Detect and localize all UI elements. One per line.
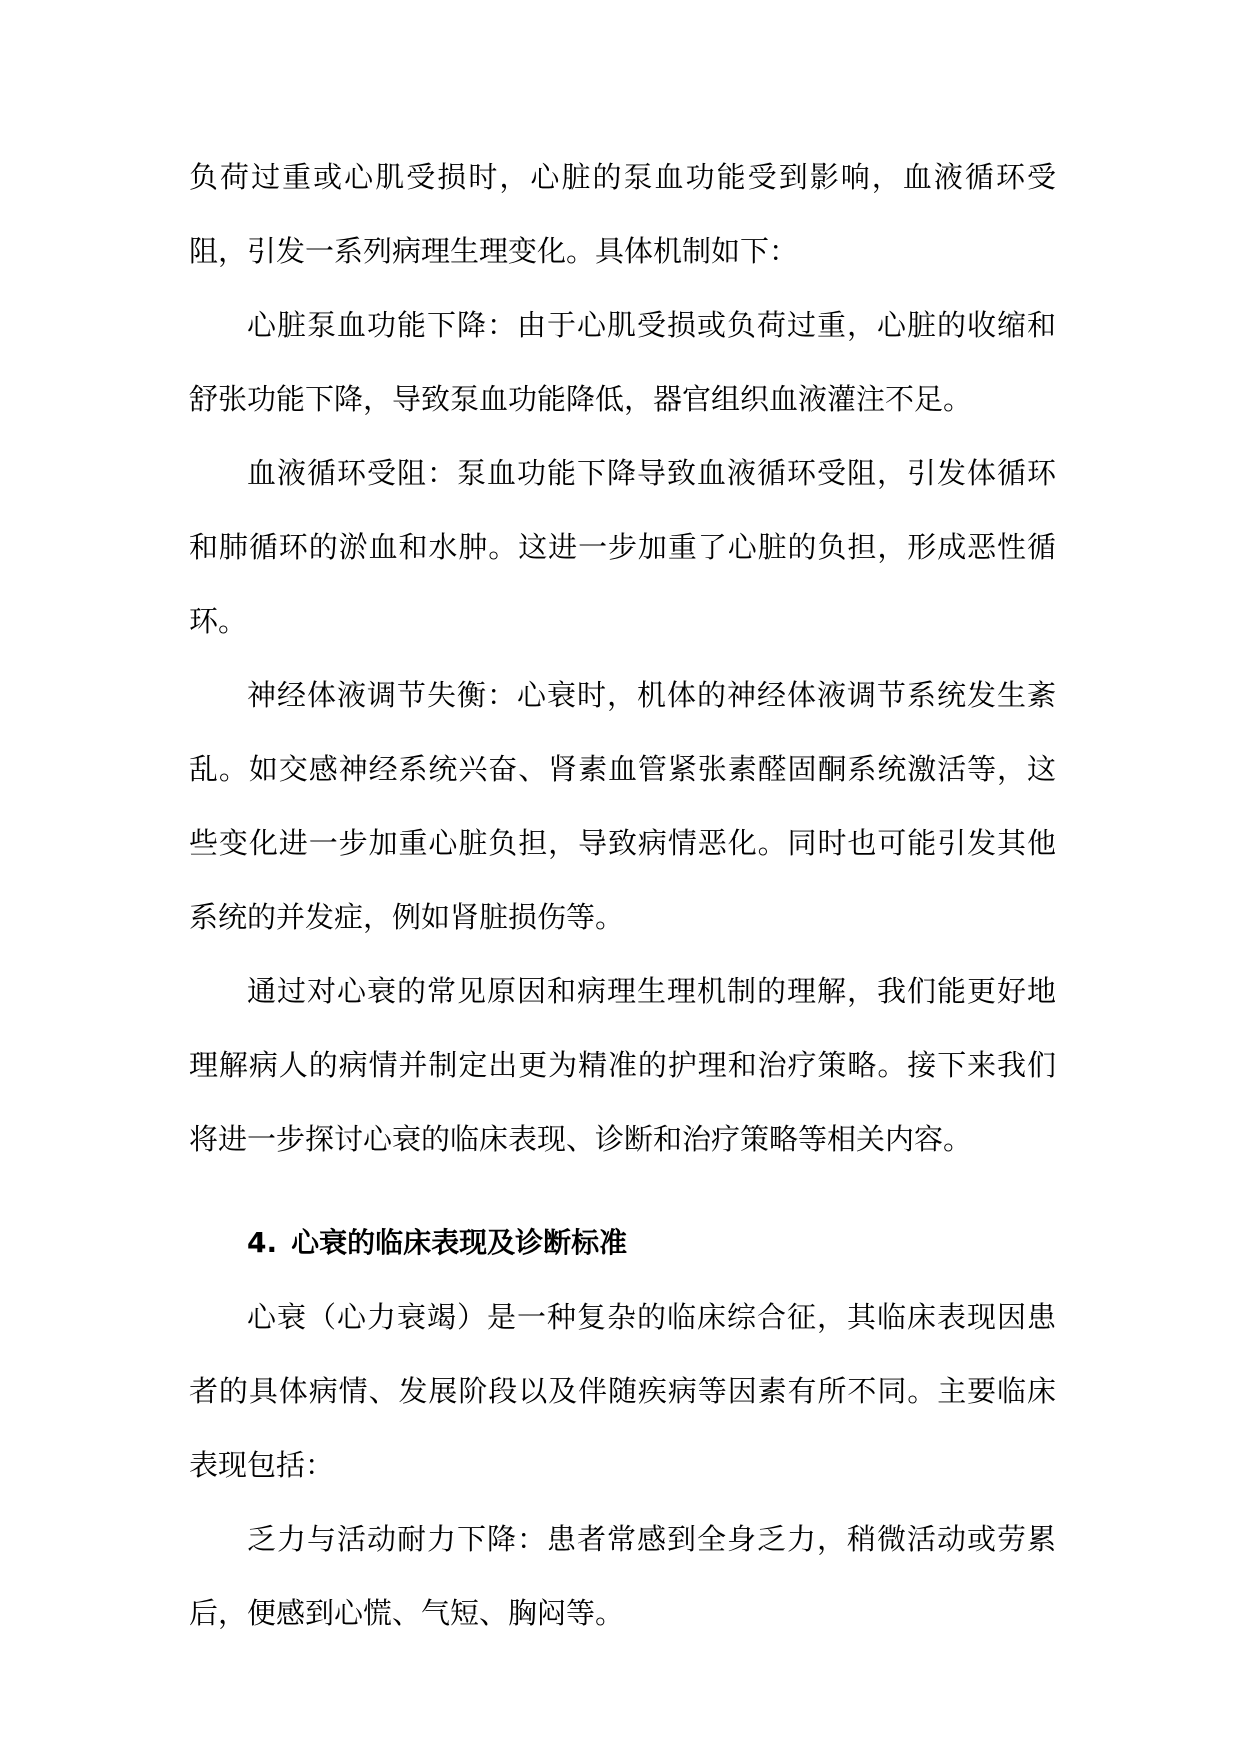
paragraph-fatigue: 乏力与活动耐力下降：患者常感到全身乏力，稍微活动或劳累后，便感到心慌、气短、胸闷等。 [189,1522,1056,1630]
paragraph-summary: 通过对心衰的常见原因和病理生理机制的理解，我们能更好地理解病人的病情并制定出更为精准的护理和治疗策略。接下来我们将进一步探讨心衰的临床表现、诊断和治疗策略等相关内容。 [189,974,1056,1156]
paragraph-pump-function: 心脏泵血功能下降：由于心肌受损或负荷过重，心脏的收缩和舒张功能下降，导致泵血功能降低，器官组织血液灌注不足。 [189,308,1056,416]
paragraph-clinical-intro: 心衰（心力衰竭）是一种复杂的临床综合征，其临床表现因患者的具体病情、发展阶段以及伴随疾病等因素有所不同。主要临床表现包括： [189,1300,1056,1482]
document-body [189,140,1056,1650]
section-title: 心衰的临床表现及诊断标准 [291,1226,628,1259]
paragraph-neurohumoral: 神经体液调节失衡：心衰时，机体的神经体液调节系统发生紊乱。如交感神经系统兴奋、肾素血管紧张素醛固酮系统激活等，这些变化进一步加重心脏负担，导致病情恶化。同时也可能引发其他系统的并发症，例如肾脏损伤等。 [189,678,1056,934]
paragraph-mechanism-intro: 负荷过重或心肌受损时，心脏的泵血功能受到影响，血液循环受阻，引发一系列病理生理变化。具体机制如下： [189,160,1056,268]
paragraph-circulation: 血液循环受阻：泵血功能下降导致血液循环受阻，引发体循环和肺循环的淤血和水肿。这进一步加重了心脏的负担，形成恶性循环。 [189,456,1056,638]
section-number: 4. [247,1226,278,1259]
section-heading [189,1206,1056,1280]
